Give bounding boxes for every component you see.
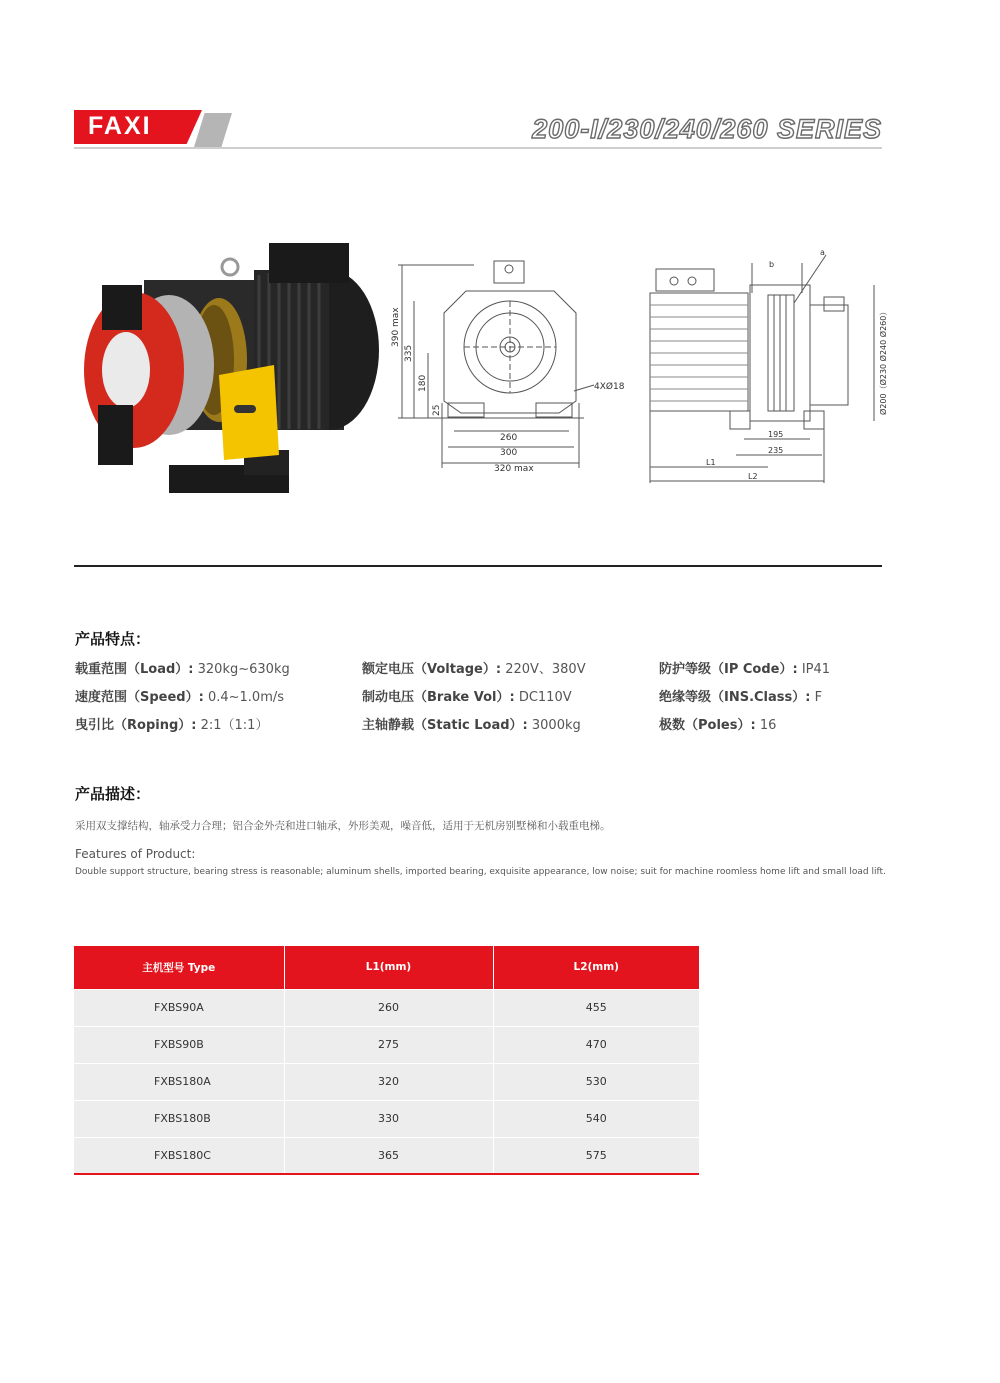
spec-speed: 速度范围（Speed）: 0.4~1.0m/s [75, 690, 285, 705]
table-row [74, 1100, 699, 1137]
label-a: a [820, 248, 825, 257]
cell-l2: 470 [493, 1026, 699, 1063]
description-en-title: Features of Product: [75, 847, 196, 861]
dim-height-max: 390 max [391, 307, 401, 347]
cell-type: FXBS90A [74, 989, 284, 1026]
dim-l2: L2 [748, 472, 758, 481]
dim-width-260: 260 [500, 433, 518, 443]
label-b: b [769, 260, 775, 269]
cell-type: FXBS180A [74, 1063, 284, 1100]
header-l2: L2(mm) [493, 946, 699, 989]
dim-height-25: 25 [432, 404, 442, 416]
cell-l2: 530 [493, 1063, 699, 1100]
description-en: Double support structure, bearing stress is reasonable; aluminum shells, imported bearing, exquisite appearance, low noise; suit for machine roomless home lift and small load lift. [75, 867, 886, 877]
dim-width-320: 320 max [494, 464, 534, 474]
front-view-drawing [391, 253, 634, 493]
dim-height-180: 180 [418, 374, 428, 392]
spec-ip-code: 防护等级（IP Code）: IP41 [659, 662, 831, 677]
spec-voltage: 额定电压（Voltage）: 220V、380V [362, 662, 586, 677]
cell-l1: 320 [284, 1063, 493, 1100]
description-title: 产品描述： [75, 785, 151, 803]
series-title: 200-I/230/240/260 SERIES [532, 114, 882, 144]
dim-diameters: Ø200（Ø230 Ø240 Ø260） [879, 307, 888, 415]
features-title: 产品特点： [75, 630, 151, 648]
cell-l2: 455 [493, 989, 699, 1026]
cell-l1: 365 [284, 1137, 493, 1174]
dim-width-300: 300 [500, 448, 518, 458]
table-row [74, 1026, 699, 1063]
section-divider [74, 565, 882, 567]
dim-holes: 4XØ18 [594, 382, 625, 392]
dim-width-235: 235 [768, 446, 784, 455]
table-row [74, 1063, 699, 1100]
spec-load: 载重范围（Load）: 320kg~630kg [75, 662, 290, 677]
side-view-drawing [644, 245, 894, 495]
motor-photo [74, 225, 384, 510]
table-row [74, 1137, 699, 1174]
spec-ins-class: 绝缘等级（INS.Class）: F [659, 690, 823, 705]
description-cn: 采用双支撑结构，轴承受力合理；铝合金外壳和进口轴承，外形美观，噪音低，适用于无机房别墅梯和小载重电梯。 [75, 820, 611, 832]
spec-static-load: 主轴静载（Static Load）: 3000kg [362, 718, 581, 733]
header-divider [74, 147, 882, 149]
cell-l2: 575 [493, 1137, 699, 1174]
dim-width-195: 195 [768, 430, 784, 439]
product-figure [74, 225, 894, 515]
spec-roping: 曳引比（Roping）: 2:1（1:1） [75, 718, 269, 733]
header-l1: L1(mm) [284, 946, 493, 989]
header-type: 主机型号 Type [74, 946, 284, 989]
logo-text: FAXI [88, 112, 152, 140]
table-row [74, 989, 699, 1026]
cell-l1: 260 [284, 989, 493, 1026]
cell-type: FXBS90B [74, 1026, 284, 1063]
cell-type: FXBS180B [74, 1100, 284, 1137]
spec-brake-vol: 制动电压（Brake Vol）: DC110V [362, 690, 572, 705]
model-table [74, 946, 699, 1175]
spec-poles: 极数（Poles）: 16 [659, 718, 777, 733]
cell-l2: 540 [493, 1100, 699, 1137]
cell-l1: 275 [284, 1026, 493, 1063]
table-header-row [74, 946, 699, 989]
dim-height-335: 335 [404, 344, 414, 362]
cell-type: FXBS180C [74, 1137, 284, 1174]
dim-l1: L1 [706, 458, 716, 467]
cell-l1: 330 [284, 1100, 493, 1137]
logo-grey-stripe [194, 113, 232, 147]
brand-logo [74, 110, 234, 148]
